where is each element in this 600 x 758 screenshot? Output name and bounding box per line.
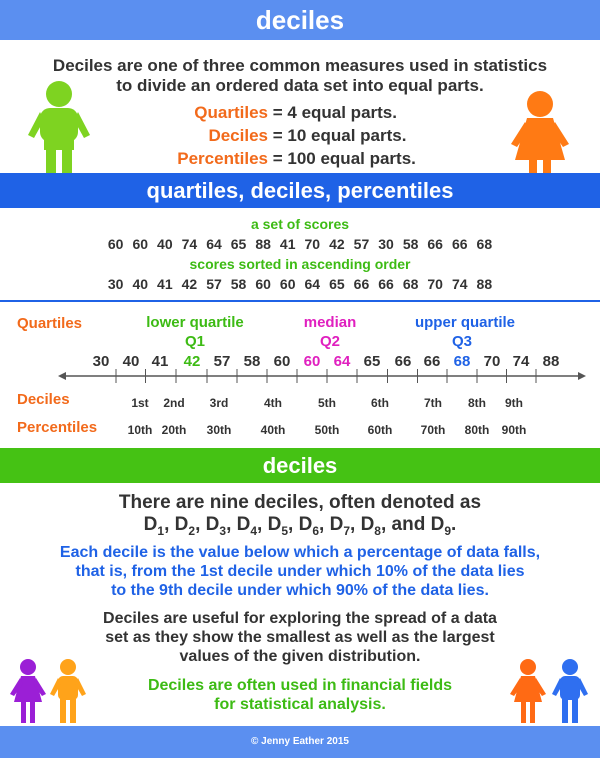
decile-symbol: D [430, 514, 445, 535]
title-bar [0, 0, 600, 40]
number-line-value: 60 [273, 353, 291, 370]
decile-label: 6th [371, 396, 389, 410]
q2-label: Q2 [319, 333, 340, 350]
decile-label: 9th [505, 396, 523, 410]
p1-line-1: There are nine deciles, often denoted as [118, 492, 482, 513]
number-line-value: 60 [303, 353, 321, 370]
row-label-percentiles: Percentiles [17, 419, 98, 436]
decile-subscript: 3 [219, 523, 227, 538]
deciles-row [0, 396, 600, 414]
sorted-score-value: 68 [402, 276, 419, 292]
score-value: 88 [255, 236, 271, 252]
def-term-percentiles: Percentiles [177, 149, 268, 168]
percentile-label: 20th [161, 423, 187, 437]
footer-bar [0, 726, 600, 758]
decile-separator: , [350, 514, 361, 535]
decile-label: 4th [264, 396, 282, 410]
number-line-value: 68 [453, 353, 471, 370]
number-line-value: 70 [483, 353, 501, 370]
decile-symbol: D [236, 514, 251, 535]
section-heading: quartiles, deciles, percentiles [146, 178, 454, 203]
score-value: 40 [157, 236, 173, 252]
sorted-score-value: 65 [329, 276, 345, 292]
decile-symbol: D [174, 514, 189, 535]
decile-separator: , [288, 514, 299, 535]
number-line [0, 366, 600, 390]
score-value: 68 [476, 236, 493, 252]
decile-subscript: 5 [281, 523, 289, 538]
decile-symbol: D [298, 514, 313, 535]
sorted-score-value: 58 [230, 276, 247, 292]
sorted-score-value: 64 [304, 276, 321, 292]
orange-girl-figure-icon [508, 658, 548, 726]
sorted-label: scores sorted in ascending order [189, 256, 411, 272]
copyright: © Jenny Eather 2015 [251, 736, 349, 747]
sorted-score-value: 74 [451, 276, 468, 292]
def-text-quartiles: = 4 equal parts. [272, 103, 397, 122]
score-value: 70 [304, 236, 321, 252]
number-line-value: 65 [363, 353, 381, 370]
percentile-label: 10th [127, 423, 153, 437]
lower-quartile-label: lower quartile [146, 314, 244, 331]
score-value: 64 [206, 236, 222, 252]
score-value: 42 [329, 236, 345, 252]
def-term-deciles: Deciles [208, 126, 268, 145]
sorted-score-value: 66 [353, 276, 370, 292]
percentile-label: 30th [206, 423, 232, 437]
sorted-score-value: 88 [476, 276, 493, 292]
decile-label: 1st [131, 396, 149, 410]
decile-separator: , [195, 514, 206, 535]
number-line-value: 30 [92, 353, 110, 370]
def-term-quartiles: Quartiles [194, 103, 268, 122]
percentile-label: 70th [420, 423, 446, 437]
sorted-score-value: 57 [206, 276, 222, 292]
sorted-score-value: 42 [181, 276, 198, 292]
section-bar-quartiles-deciles-percentiles [0, 173, 600, 208]
number-line-value: 88 [542, 353, 560, 370]
percentile-label: 60th [367, 423, 393, 437]
score-value: 65 [230, 236, 247, 252]
page-title: deciles [255, 5, 345, 35]
upper-quartile-label: upper quartile [414, 314, 515, 331]
set-label: a set of scores [250, 216, 350, 232]
sorted-score-value: 40 [132, 276, 149, 292]
q1-label: Q1 [184, 333, 205, 350]
percentile-label: 40th [260, 423, 286, 437]
row-label-deciles: Deciles [17, 391, 70, 408]
decile-separator: , [226, 514, 237, 535]
p2-line-2: that is, from the 1st decile under which 10% of the data lies [75, 563, 525, 580]
score-value: 57 [353, 236, 370, 252]
score-value: 60 [132, 236, 149, 252]
blue-boy-figure-icon [550, 658, 590, 726]
sorted-score-value: 70 [427, 276, 443, 292]
decile-symbol: D [143, 514, 158, 535]
score-value: 60 [107, 236, 124, 252]
decile-separator: , and [380, 514, 431, 535]
deciles-heading: deciles [262, 453, 338, 478]
purple-girl-figure-icon [8, 658, 48, 726]
orange-boy-figure-icon [48, 658, 88, 726]
def-text-deciles: = 10 equal parts. [272, 126, 407, 145]
decile-notation-list [0, 514, 600, 538]
p2 [0, 543, 600, 600]
percentile-label: 50th [314, 423, 340, 437]
decile-label: 2nd [163, 396, 185, 410]
sorted-score-value: 60 [255, 276, 271, 292]
number-line-value: 57 [213, 353, 231, 370]
decile-label: 7th [424, 396, 442, 410]
sorted-score-value: 66 [378, 276, 394, 292]
decile-subscript: 8 [374, 523, 381, 538]
p2-line-3: to the 9th decile under which 90% of the data lies. [111, 582, 489, 599]
decile-symbol: D [329, 514, 344, 535]
section-bar-deciles [0, 448, 600, 483]
percentile-label: 80th [464, 423, 490, 437]
score-value: 74 [181, 236, 198, 252]
divider [0, 300, 600, 302]
decile-label: 8th [468, 396, 486, 410]
q3-label: Q3 [451, 333, 472, 350]
decile-separator: . [451, 514, 457, 535]
score-value: 41 [279, 236, 296, 252]
decile-separator: , [319, 514, 330, 535]
score-value: 30 [378, 236, 394, 252]
decile-label: 3rd [209, 396, 229, 410]
intro-line-2: to divide an ordered data set into equal parts. [116, 76, 484, 95]
p4-line-2: for statistical analysis. [214, 696, 386, 713]
definitions [140, 101, 460, 170]
number-line-value: 58 [243, 353, 261, 370]
row-label-quartiles: Quartiles [17, 315, 83, 332]
number-line-value: 41 [151, 353, 169, 370]
decile-symbol: D [205, 514, 220, 535]
decile-separator: , [164, 514, 175, 535]
sorted-score-value: 30 [107, 276, 124, 292]
decile-subscript: 2 [188, 523, 196, 538]
p2-line-1: Each decile is the value below which a percentage of data falls, [59, 544, 541, 561]
p3-line-2: set as they show the smallest as well as the largest [105, 629, 495, 646]
number-line-value: 74 [512, 353, 530, 370]
sorted-score-value: 41 [157, 276, 173, 292]
score-value: 66 [451, 236, 468, 252]
number-line-value: 40 [122, 353, 140, 370]
intro-line-1: Deciles are one of three common measures used in statistics [52, 56, 548, 75]
median-label: median [303, 314, 357, 331]
decile-subscript: 4 [250, 523, 258, 538]
decile-symbol: D [360, 514, 375, 535]
score-value: 58 [402, 236, 419, 252]
decile-subscript: 9 [444, 523, 452, 538]
p3-line-3: values of the given distribution. [179, 648, 421, 665]
percentiles-row [0, 423, 600, 441]
decile-label: 5th [318, 396, 336, 410]
number-line-value: 64 [333, 353, 351, 370]
scores-row [0, 236, 600, 252]
decile-subscript: 7 [343, 523, 350, 538]
def-text-percentiles: = 100 equal parts. [272, 149, 416, 168]
score-value: 66 [427, 236, 443, 252]
decile-symbol: D [267, 514, 282, 535]
number-line-value: 66 [394, 353, 412, 370]
decile-subscript: 1 [157, 523, 165, 538]
p3-line-1: Deciles are useful for exploring the spread of a data [103, 610, 497, 627]
sorted-scores-row [0, 276, 600, 292]
sorted-score-value: 60 [279, 276, 296, 292]
decile-subscript: 6 [312, 523, 320, 538]
number-line-value: 42 [183, 353, 201, 370]
p4-line-1: Deciles are often used in financial fields [147, 677, 453, 694]
decile-separator: , [257, 514, 268, 535]
percentile-label: 90th [501, 423, 527, 437]
number-line-value: 66 [423, 353, 441, 370]
boy-figure-icon [24, 80, 94, 180]
